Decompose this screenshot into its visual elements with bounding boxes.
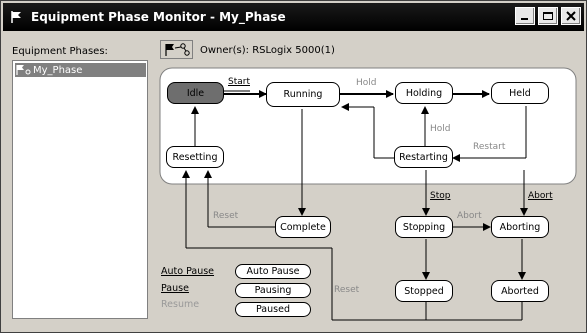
state-pausing[interactable]: Pausing [235, 283, 311, 298]
state-stopping[interactable]: Stopping [395, 216, 453, 238]
state-idle[interactable]: Idle [167, 82, 224, 104]
transition-reset-bottom-label[interactable]: Reset [334, 285, 360, 295]
state-stopped[interactable]: Stopped [395, 280, 453, 302]
transition-reset-label[interactable]: Reset [213, 211, 239, 221]
state-holding[interactable]: Holding [395, 82, 453, 104]
pause-command[interactable]: Pause [161, 283, 189, 294]
equipment-phases-label: Equipment Phases: [12, 46, 108, 57]
transition-start-label[interactable]: Start [228, 77, 250, 87]
state-running[interactable]: Running [266, 82, 340, 107]
resume-command[interactable]: Resume [161, 299, 200, 310]
transition-restart-label[interactable]: Restart [473, 142, 506, 152]
state-aborted[interactable]: Aborted [491, 280, 549, 302]
auto-pause-command[interactable]: Auto Pause [161, 266, 215, 277]
state-auto-pause[interactable]: Auto Pause [235, 264, 311, 279]
transition-abort-stop-label[interactable]: Abort [528, 191, 553, 201]
state-paused[interactable]: Paused [235, 302, 311, 317]
tree-item-label: My_Phase [33, 64, 83, 76]
state-resetting[interactable]: Resetting [166, 146, 224, 168]
transition-abort-label[interactable]: Abort [457, 211, 482, 221]
window-title: Equipment Phase Monitor - My_Phase [31, 10, 286, 24]
transition-hold-restart-label[interactable]: Hold [430, 124, 451, 134]
state-held[interactable]: Held [491, 82, 549, 104]
state-aborting[interactable]: Aborting [491, 216, 549, 238]
state-complete[interactable]: Complete [275, 216, 331, 238]
transition-hold-label[interactable]: Hold [356, 78, 377, 88]
transition-stop-label[interactable]: Stop [430, 191, 451, 201]
state-restarting[interactable]: Restarting [394, 146, 453, 168]
owner-text: Owner(s): RSLogix 5000(1) [200, 45, 335, 56]
